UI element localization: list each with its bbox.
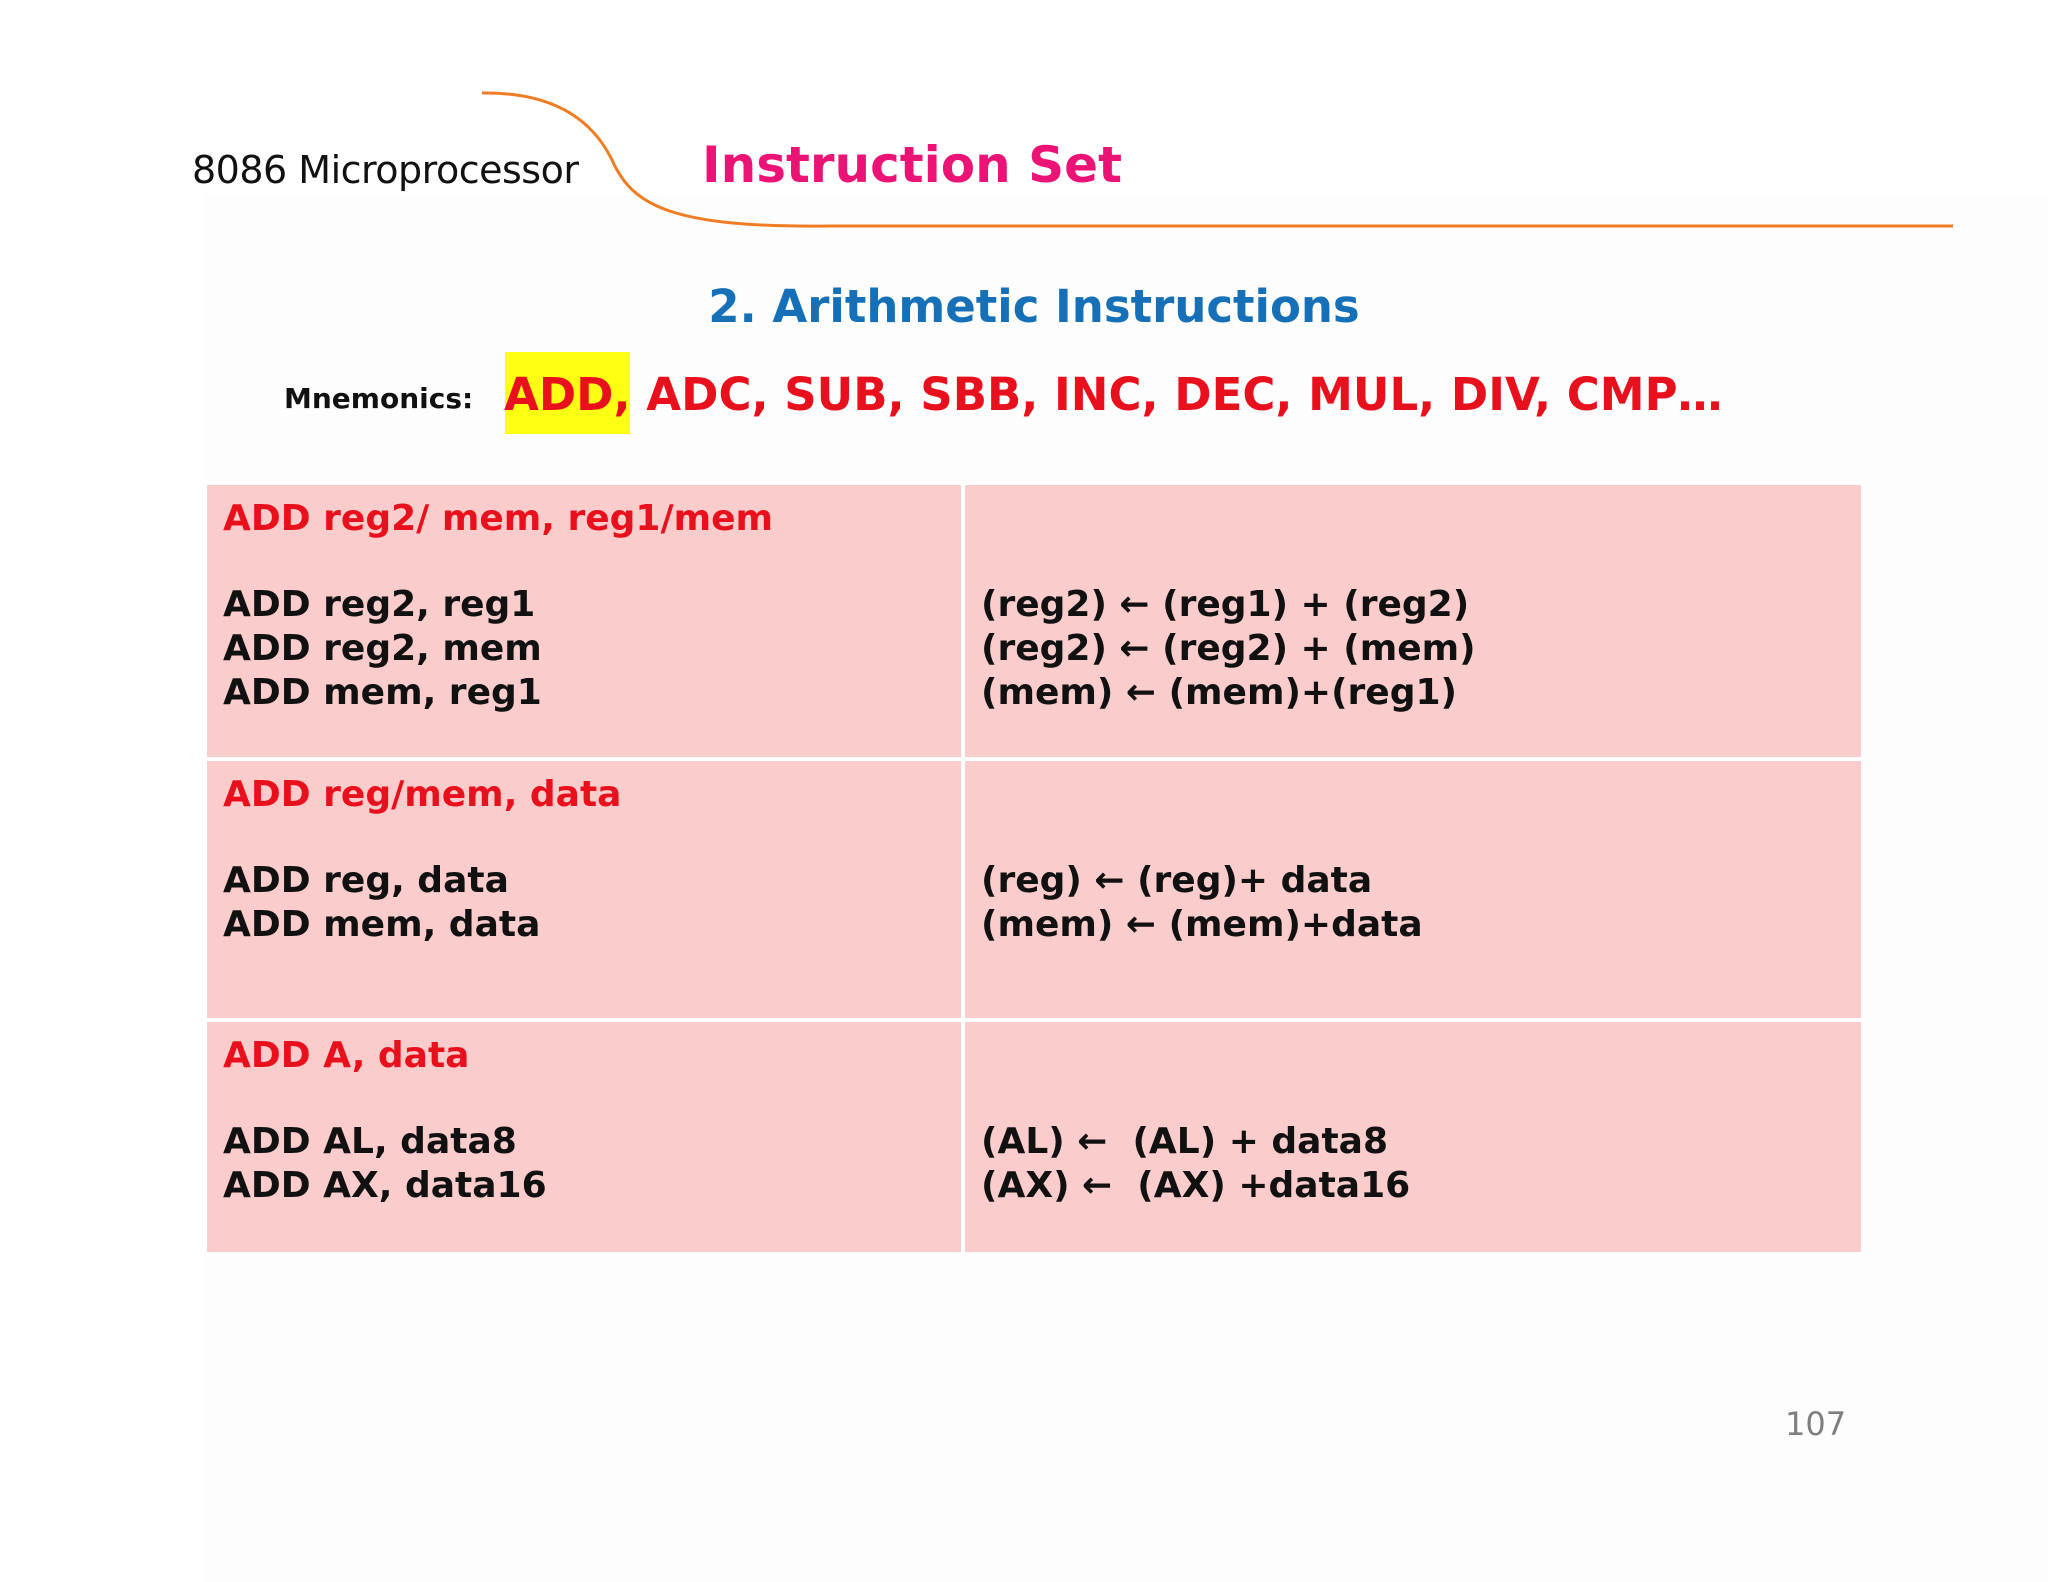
syntax-line: ADD mem, reg1 — [223, 672, 542, 713]
mnemonics-list — [504, 368, 1723, 421]
mnemonics-rest: ADC, SUB, SBB, INC, DEC, MUL, DIV, CMP… — [630, 368, 1723, 421]
syntax-line: ADD mem, data — [223, 904, 541, 945]
mnemonic-add-highlighted: ADD, — [504, 368, 631, 421]
header-swoosh-line — [0, 0, 2048, 260]
operation-cell — [963, 1020, 1863, 1254]
operation-line: (reg2) ← (reg2) + (mem) — [981, 628, 1476, 669]
syntax-line: ADD reg2, mem — [223, 628, 542, 669]
group-title: ADD reg/mem, data — [223, 774, 622, 815]
operation-line: (AL) ← (AL) + data8 — [981, 1121, 1389, 1162]
operation-line: (mem) ← (mem)+(reg1) — [981, 672, 1457, 713]
syntax-line: ADD reg2, reg1 — [223, 584, 536, 625]
syntax-cell — [205, 1020, 963, 1254]
operation-line: (reg) ← (reg)+ data — [981, 860, 1373, 901]
syntax-cell — [205, 759, 963, 1020]
operation-cell — [963, 483, 1863, 759]
group-title: ADD A, data — [223, 1035, 470, 1076]
operation-line: (AX) ← (AX) +data16 — [981, 1165, 1411, 1206]
course-subject-label: 8086 Microprocessor — [192, 148, 579, 192]
section-heading: 2. Arithmetic Instructions — [708, 280, 1360, 333]
syntax-line: ADD reg, data — [223, 860, 509, 901]
operation-line: (mem) ← (mem)+data — [981, 904, 1423, 945]
syntax-line: ADD AX, data16 — [223, 1165, 547, 1206]
group-title: ADD reg2/ mem, reg1/mem — [223, 498, 774, 539]
page-title: Instruction Set — [702, 136, 1122, 194]
operation-cell — [963, 759, 1863, 1020]
syntax-cell — [205, 483, 963, 759]
instruction-table — [203, 481, 1865, 1256]
mnemonics-label: Mnemonics: — [284, 382, 474, 415]
operation-line: (reg2) ← (reg1) + (reg2) — [981, 584, 1470, 625]
syntax-line: ADD AL, data8 — [223, 1121, 517, 1162]
table-row — [205, 483, 1863, 759]
table-row — [205, 1020, 1863, 1254]
table-row — [205, 759, 1863, 1020]
page-number: 107 — [1785, 1405, 1847, 1443]
